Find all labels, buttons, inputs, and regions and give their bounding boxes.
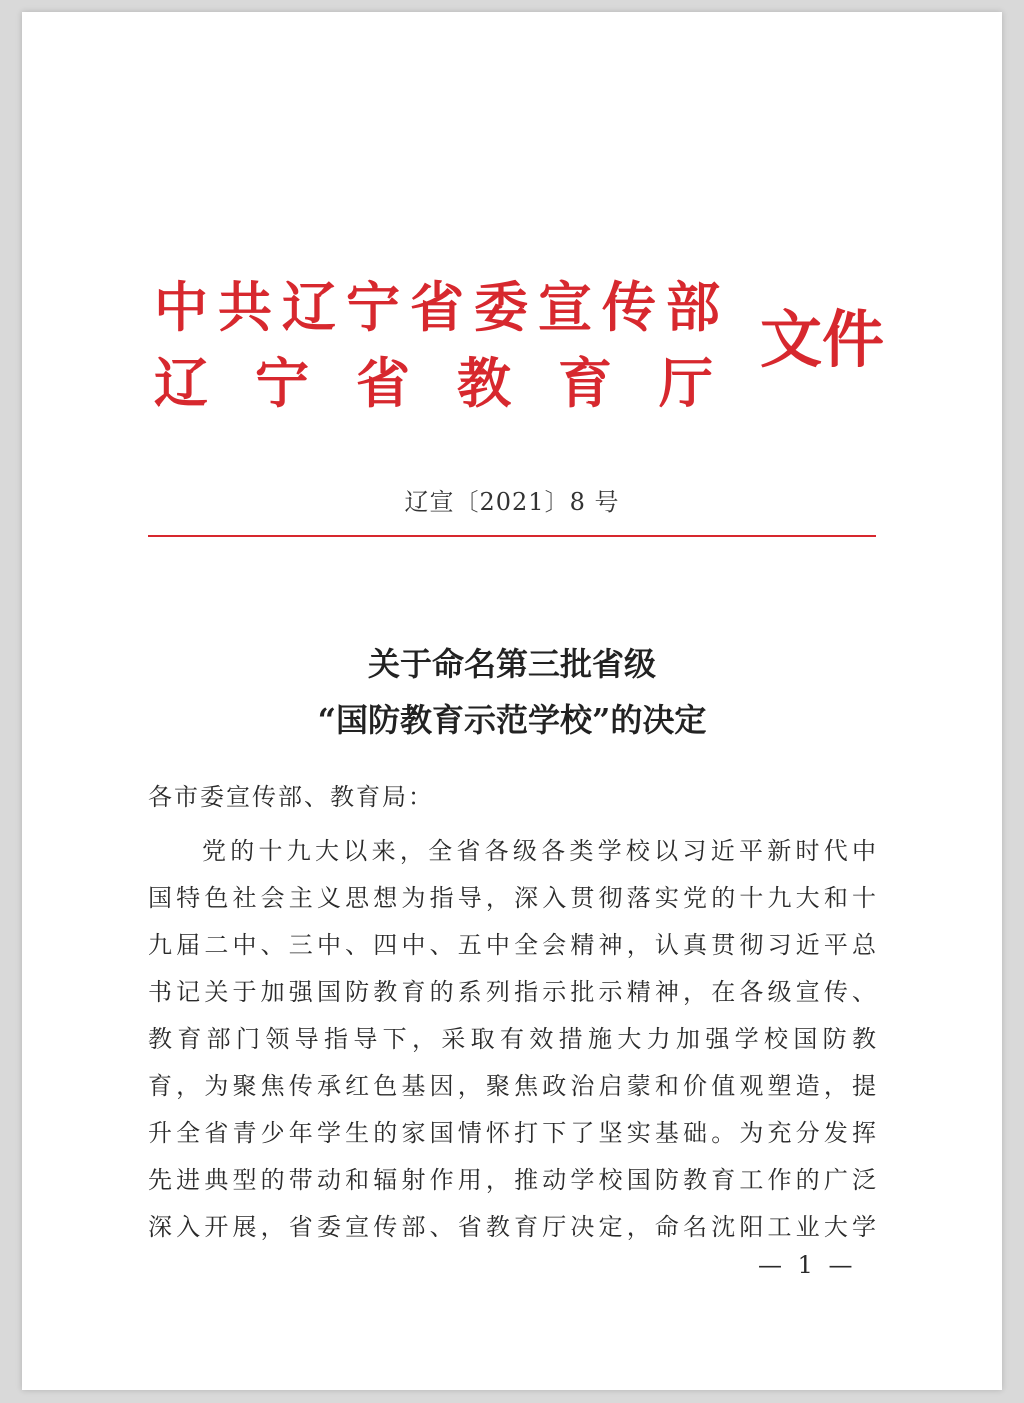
- document-type-label: 文件: [760, 303, 885, 376]
- body-paragraph-line: 育，为聚焦传承红色基因，聚焦政治启蒙和价值观塑造，提: [148, 1072, 876, 1100]
- red-divider: [148, 535, 876, 537]
- salutation: 各市委宣传部、教育局：: [148, 783, 434, 811]
- body-paragraph-line: 党的十九大以来，全省各级各类学校以习近平新时代中: [202, 837, 876, 865]
- document-number: 辽宣〔2021〕8 号: [404, 488, 620, 516]
- body-paragraph-line: 教育部门领导指导下，采取有效措施大力加强学校国防教: [148, 1025, 876, 1053]
- issuer-line-2: 辽宁省教育厅: [154, 352, 760, 415]
- page-number: — 1 —: [758, 1251, 857, 1279]
- body-paragraph-line: 九届二中、三中、四中、五中全会精神，认真贯彻习近平总: [148, 931, 876, 959]
- document-title-line-1: 关于命名第三批省级: [367, 645, 656, 683]
- document-title-line-2: “国防教育示范学校”的决定: [317, 701, 707, 739]
- body-paragraph-line: 国特色社会主义思想为指导，深入贯彻落实党的十九大和十: [148, 884, 876, 912]
- body-paragraph-line: 升全省青少年学生的家国情怀打下了坚实基础。为充分发挥: [148, 1119, 876, 1147]
- issuer-line-1: 中共辽宁省委宣传部: [154, 276, 730, 339]
- body-paragraph-line: 先进典型的带动和辐射作用，推动学校国防教育工作的广泛: [148, 1166, 876, 1194]
- body-paragraph-line: 书记关于加强国防教育的系列指示批示精神，在各级宣传、: [148, 978, 876, 1006]
- body-paragraph-line: 深入开展，省委宣传部、省教育厅决定，命名沈阳工业大学: [148, 1213, 876, 1241]
- document-page: [22, 12, 1002, 1390]
